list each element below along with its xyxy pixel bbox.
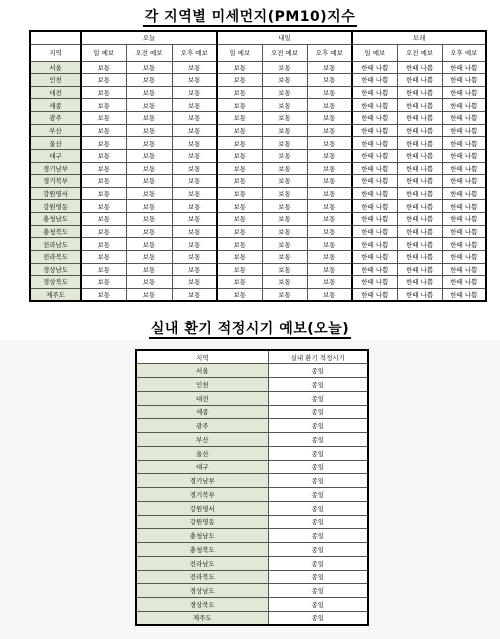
dayafter-forecast-cell: 한때 나쁨 [352,200,397,213]
subheader-tomorrow-daily: 일 예보 [217,44,262,61]
vent-time-cell: 종일 [268,598,368,612]
tomorrow-forecast-cell: 보통 [217,187,262,200]
tomorrow-forecast-cell: 보통 [262,175,307,188]
region-cell: 전라남도 [30,238,81,251]
today-forecast-cell: 보통 [126,238,172,251]
vent-time-cell: 종일 [268,488,368,502]
subheader-today-daily: 일 예보 [81,44,126,61]
today-forecast-cell: 보통 [126,200,172,213]
tomorrow-forecast-cell: 보통 [307,225,352,238]
today-forecast-cell: 보통 [126,263,172,276]
today-forecast-cell: 보통 [126,112,172,125]
region-cell: 강원영동 [30,200,81,213]
pm10-forecast-table [29,30,487,302]
vent-time-cell: 종일 [268,515,368,529]
vent-row [136,460,368,474]
tomorrow-forecast-cell: 보통 [307,187,352,200]
tomorrow-forecast-cell: 보통 [217,74,262,87]
today-forecast-cell: 보통 [126,250,172,263]
today-forecast-cell: 보통 [172,250,217,263]
today-forecast-cell: 보통 [81,238,126,251]
today-forecast-cell: 보통 [81,175,126,188]
vent-row [136,446,368,460]
today-forecast-cell: 보통 [81,225,126,238]
tomorrow-forecast-cell: 보통 [307,238,352,251]
tomorrow-forecast-cell: 보통 [262,74,307,87]
today-forecast-cell: 보통 [81,99,126,112]
tomorrow-forecast-cell: 보통 [262,61,307,74]
dayafter-forecast-cell: 한때 나쁨 [397,238,442,251]
dayafter-forecast-cell: 한때 나쁨 [397,213,442,226]
region-cell: 충청남도 [30,213,81,226]
dayafter-forecast-cell: 한때 나쁨 [397,112,442,125]
vent-row [136,378,368,392]
tomorrow-forecast-cell: 보통 [217,250,262,263]
today-forecast-cell: 보통 [81,149,126,162]
vent-row [136,391,368,405]
dayafter-forecast-cell: 한때 나쁨 [397,86,442,99]
today-forecast-cell: 보통 [172,213,217,226]
today-forecast-cell: 보통 [172,276,217,289]
dayafter-forecast-cell: 한때 나쁨 [352,276,397,289]
vent-row [136,419,368,433]
pm-table-body [30,61,486,301]
pm-row [30,162,486,175]
region-cell: 울산 [30,137,81,150]
ventilation-forecast-table [135,349,369,626]
vent-region-cell: 인천 [136,378,268,392]
today-forecast-cell: 보통 [81,124,126,137]
region-cell: 경상남도 [30,263,81,276]
tomorrow-forecast-cell: 보통 [307,175,352,188]
today-forecast-cell: 보통 [126,61,172,74]
group-header-tomorrow: 내일 [217,31,352,44]
pm-row [30,99,486,112]
tomorrow-forecast-cell: 보통 [307,200,352,213]
pm-row [30,225,486,238]
dayafter-forecast-cell: 한때 나쁨 [397,162,442,175]
tomorrow-forecast-cell: 보통 [307,213,352,226]
tomorrow-forecast-cell: 보통 [307,137,352,150]
tomorrow-forecast-cell: 보통 [307,112,352,125]
region-cell: 경기남부 [30,162,81,175]
today-forecast-cell: 보통 [81,187,126,200]
subheader-today-pm: 오후 예보 [172,44,217,61]
dayafter-forecast-cell: 한때 나쁨 [352,162,397,175]
subheader-dayafter-am: 오전 예보 [397,44,442,61]
dayafter-forecast-cell: 한때 나쁨 [352,250,397,263]
dayafter-forecast-cell: 한때 나쁨 [352,86,397,99]
tomorrow-forecast-cell: 보통 [217,61,262,74]
pm-row [30,86,486,99]
pm-row [30,238,486,251]
group-header-today: 오늘 [81,31,217,44]
vent-table-body [136,364,368,625]
today-forecast-cell: 보통 [172,86,217,99]
dayafter-forecast-cell: 한때 나쁨 [352,61,397,74]
dayafter-forecast-cell: 한때 나쁨 [442,250,486,263]
vent-time-cell: 종일 [268,570,368,584]
pm-row [30,175,486,188]
dayafter-forecast-cell: 한때 나쁨 [397,61,442,74]
tomorrow-forecast-cell: 보통 [262,149,307,162]
vent-title-text: 실내 환기 적정시기 예보(오늘) [150,321,350,337]
vent-time-cell: 종일 [268,611,368,625]
dayafter-forecast-cell: 한때 나쁨 [397,137,442,150]
tomorrow-forecast-cell: 보통 [307,86,352,99]
vent-region-cell: 전라북도 [136,570,268,584]
pm-row [30,213,486,226]
vent-row [136,556,368,570]
tomorrow-forecast-cell: 보통 [262,250,307,263]
today-forecast-cell: 보통 [81,213,126,226]
dayafter-forecast-cell: 한때 나쁨 [442,86,486,99]
dayafter-forecast-cell: 한때 나쁨 [352,225,397,238]
vent-time-cell: 종일 [268,543,368,557]
dayafter-forecast-cell: 한때 나쁨 [397,276,442,289]
vent-row [136,598,368,612]
dayafter-forecast-cell: 한때 나쁨 [442,137,486,150]
tomorrow-forecast-cell: 보통 [217,162,262,175]
region-cell: 대전 [30,86,81,99]
pm-row [30,74,486,87]
today-forecast-cell: 보통 [81,137,126,150]
dayafter-forecast-cell: 한때 나쁨 [397,225,442,238]
vent-region-cell: 대구 [136,460,268,474]
pm-row [30,61,486,74]
vent-row [136,501,368,515]
vent-row [136,543,368,557]
tomorrow-forecast-cell: 보통 [217,99,262,112]
dayafter-forecast-cell: 한때 나쁨 [397,263,442,276]
group-header-dayafter: 모레 [352,31,486,44]
dayafter-forecast-cell: 한때 나쁨 [442,276,486,289]
today-forecast-cell: 보통 [126,225,172,238]
today-forecast-cell: 보통 [126,276,172,289]
tomorrow-forecast-cell: 보통 [217,288,262,301]
dayafter-forecast-cell: 한때 나쁨 [397,175,442,188]
tomorrow-forecast-cell: 보통 [307,61,352,74]
vent-row [136,474,368,488]
vent-time-cell: 종일 [268,460,368,474]
dayafter-forecast-cell: 한때 나쁨 [397,200,442,213]
tomorrow-forecast-cell: 보통 [262,288,307,301]
today-forecast-cell: 보통 [172,112,217,125]
today-forecast-cell: 보통 [81,263,126,276]
subheader-tomorrow-am: 오전 예보 [262,44,307,61]
vent-row [136,611,368,625]
dayafter-forecast-cell: 한때 나쁨 [442,74,486,87]
subheader-dayafter-daily: 일 예보 [352,44,397,61]
today-forecast-cell: 보통 [172,225,217,238]
today-forecast-cell: 보통 [172,149,217,162]
today-forecast-cell: 보통 [81,250,126,263]
today-forecast-cell: 보통 [126,288,172,301]
pm-row [30,137,486,150]
today-forecast-cell: 보통 [126,162,172,175]
pm-row [30,112,486,125]
vent-region-cell: 경기남부 [136,474,268,488]
region-cell: 대구 [30,149,81,162]
dayafter-forecast-cell: 한때 나쁨 [442,187,486,200]
today-forecast-cell: 보통 [126,74,172,87]
vent-time-cell: 종일 [268,446,368,460]
today-forecast-cell: 보통 [172,175,217,188]
dayafter-forecast-cell: 한때 나쁨 [352,149,397,162]
pm-row [30,250,486,263]
vent-time-cell: 종일 [268,584,368,598]
region-cell: 광주 [30,112,81,125]
tomorrow-forecast-cell: 보통 [217,225,262,238]
subheader-today-am: 오전 예보 [126,44,172,61]
today-forecast-cell: 보통 [172,74,217,87]
today-forecast-cell: 보통 [172,187,217,200]
vent-region-cell: 경상북도 [136,598,268,612]
tomorrow-forecast-cell: 보통 [262,187,307,200]
vent-region-cell: 광주 [136,419,268,433]
pm-title-text: 각 지역별 미세먼지(PM10)지수 [144,9,356,25]
region-cell: 충청북도 [30,225,81,238]
tomorrow-forecast-cell: 보통 [262,213,307,226]
today-forecast-cell: 보통 [172,263,217,276]
tomorrow-forecast-cell: 보통 [307,250,352,263]
tomorrow-forecast-cell: 보통 [262,263,307,276]
dayafter-forecast-cell: 한때 나쁨 [442,225,486,238]
vent-row [136,433,368,447]
tomorrow-forecast-cell: 보통 [307,288,352,301]
tomorrow-forecast-cell: 보통 [217,238,262,251]
pm-row [30,200,486,213]
dayafter-forecast-cell: 한때 나쁨 [397,288,442,301]
dayafter-forecast-cell: 한때 나쁨 [397,250,442,263]
tomorrow-forecast-cell: 보통 [217,200,262,213]
dayafter-forecast-cell: 한때 나쁨 [352,74,397,87]
vent-time-cell: 종일 [268,378,368,392]
dayafter-forecast-cell: 한때 나쁨 [442,162,486,175]
vent-row [136,488,368,502]
vent-time-cell: 종일 [268,405,368,419]
dayafter-forecast-cell: 한때 나쁨 [397,99,442,112]
tomorrow-forecast-cell: 보통 [217,137,262,150]
today-forecast-cell: 보통 [81,162,126,175]
today-forecast-cell: 보통 [126,213,172,226]
dayafter-forecast-cell: 한때 나쁨 [397,149,442,162]
pm-row [30,187,486,200]
tomorrow-forecast-cell: 보통 [262,86,307,99]
vent-region-cell: 강원영서 [136,501,268,515]
region-cell: 강원영서 [30,187,81,200]
today-forecast-cell: 보통 [126,124,172,137]
tomorrow-forecast-cell: 보통 [307,276,352,289]
tomorrow-forecast-cell: 보통 [262,112,307,125]
today-forecast-cell: 보통 [81,61,126,74]
today-forecast-cell: 보통 [126,149,172,162]
dayafter-forecast-cell: 한때 나쁨 [442,288,486,301]
subheader-tomorrow-pm: 오후 예보 [307,44,352,61]
tomorrow-forecast-cell: 보통 [307,124,352,137]
region-cell: 부산 [30,124,81,137]
today-forecast-cell: 보통 [172,162,217,175]
tomorrow-forecast-cell: 보통 [262,162,307,175]
dayafter-forecast-cell: 한때 나쁨 [397,124,442,137]
tomorrow-forecast-cell: 보통 [217,86,262,99]
tomorrow-forecast-cell: 보통 [217,175,262,188]
vent-row [136,515,368,529]
region-cell: 전라북도 [30,250,81,263]
vent-row [136,405,368,419]
vent-region-cell: 경기북부 [136,488,268,502]
tomorrow-forecast-cell: 보통 [262,124,307,137]
today-forecast-cell: 보통 [126,99,172,112]
vent-region-cell: 경상남도 [136,584,268,598]
vent-row [136,529,368,543]
vent-region-cell: 전라남도 [136,556,268,570]
tomorrow-forecast-cell: 보통 [262,137,307,150]
dayafter-forecast-cell: 한때 나쁨 [442,99,486,112]
vent-region-cell: 제주도 [136,611,268,625]
region-column-header: 지역 [30,44,81,61]
today-forecast-cell: 보통 [172,238,217,251]
today-forecast-cell: 보통 [81,288,126,301]
vent-section-title [0,318,500,338]
tomorrow-forecast-cell: 보통 [307,162,352,175]
vent-time-cell: 종일 [268,556,368,570]
vent-region-cell: 세종 [136,405,268,419]
vent-region-cell: 강원영동 [136,515,268,529]
dayafter-forecast-cell: 한때 나쁨 [352,213,397,226]
today-forecast-cell: 보통 [172,124,217,137]
vent-time-cell: 종일 [268,364,368,378]
dayafter-forecast-cell: 한때 나쁨 [352,137,397,150]
dayafter-forecast-cell: 한때 나쁨 [442,112,486,125]
tomorrow-forecast-cell: 보통 [307,263,352,276]
today-forecast-cell: 보통 [172,200,217,213]
vent-region-cell: 충청남도 [136,529,268,543]
today-forecast-cell: 보통 [126,187,172,200]
today-forecast-cell: 보통 [126,137,172,150]
vent-time-cell: 종일 [268,529,368,543]
tomorrow-forecast-cell: 보통 [262,238,307,251]
region-cell: 경기북부 [30,175,81,188]
tomorrow-forecast-cell: 보통 [307,99,352,112]
tomorrow-forecast-cell: 보통 [262,99,307,112]
vent-row [136,570,368,584]
dayafter-forecast-cell: 한때 나쁨 [442,238,486,251]
vent-time-cell: 종일 [268,433,368,447]
today-forecast-cell: 보통 [81,74,126,87]
pm-row [30,276,486,289]
vent-row [136,584,368,598]
today-forecast-cell: 보통 [81,112,126,125]
tomorrow-forecast-cell: 보통 [307,74,352,87]
dayafter-forecast-cell: 한때 나쁨 [442,213,486,226]
tomorrow-forecast-cell: 보통 [217,276,262,289]
region-cell: 제주도 [30,288,81,301]
tomorrow-forecast-cell: 보통 [262,225,307,238]
dayafter-forecast-cell: 한때 나쁨 [352,175,397,188]
tomorrow-forecast-cell: 보통 [217,213,262,226]
today-forecast-cell: 보통 [81,86,126,99]
vent-time-cell: 종일 [268,391,368,405]
vent-time-cell: 종일 [268,474,368,488]
dayafter-forecast-cell: 한때 나쁨 [352,112,397,125]
region-cell: 인천 [30,74,81,87]
region-cell: 서울 [30,61,81,74]
dayafter-forecast-cell: 한때 나쁨 [442,149,486,162]
tomorrow-forecast-cell: 보통 [307,149,352,162]
tomorrow-forecast-cell: 보통 [262,200,307,213]
dayafter-forecast-cell: 한때 나쁨 [442,124,486,137]
today-forecast-cell: 보통 [172,61,217,74]
dayafter-forecast-cell: 한때 나쁨 [397,74,442,87]
today-forecast-cell: 보통 [81,276,126,289]
vent-region-cell: 충청북도 [136,543,268,557]
vent-time-header: 실내 환기 적정시기 [268,350,368,364]
dayafter-forecast-cell: 한때 나쁨 [352,187,397,200]
dayafter-forecast-cell: 한때 나쁨 [397,187,442,200]
subheader-dayafter-pm: 오후 예보 [442,44,486,61]
dayafter-forecast-cell: 한때 나쁨 [352,124,397,137]
vent-region-header: 지역 [136,350,268,364]
today-forecast-cell: 보통 [172,288,217,301]
pm-row [30,263,486,276]
tomorrow-forecast-cell: 보통 [217,112,262,125]
pm-row [30,288,486,301]
dayafter-forecast-cell: 한때 나쁨 [442,175,486,188]
today-forecast-cell: 보통 [126,86,172,99]
dayafter-forecast-cell: 한때 나쁨 [352,288,397,301]
vent-region-cell: 대전 [136,391,268,405]
pm-row [30,149,486,162]
today-forecast-cell: 보통 [81,200,126,213]
today-forecast-cell: 보통 [172,99,217,112]
dayafter-forecast-cell: 한때 나쁨 [352,99,397,112]
today-forecast-cell: 보통 [126,175,172,188]
vent-region-cell: 서울 [136,364,268,378]
vent-region-cell: 울산 [136,446,268,460]
region-cell: 경상북도 [30,276,81,289]
dayafter-forecast-cell: 한때 나쁨 [442,263,486,276]
dayafter-forecast-cell: 한때 나쁨 [442,61,486,74]
pm-section-title [0,6,500,26]
vent-time-cell: 종일 [268,419,368,433]
region-cell: 세종 [30,99,81,112]
region-header-spacer [30,31,81,44]
tomorrow-forecast-cell: 보통 [217,149,262,162]
tomorrow-forecast-cell: 보통 [217,124,262,137]
vent-row [136,364,368,378]
pm-row [30,124,486,137]
dayafter-forecast-cell: 한때 나쁨 [352,263,397,276]
dayafter-forecast-cell: 한때 나쁨 [352,238,397,251]
today-forecast-cell: 보통 [172,137,217,150]
vent-region-cell: 부산 [136,433,268,447]
tomorrow-forecast-cell: 보통 [262,276,307,289]
vent-time-cell: 종일 [268,501,368,515]
tomorrow-forecast-cell: 보통 [217,263,262,276]
dayafter-forecast-cell: 한때 나쁨 [442,200,486,213]
